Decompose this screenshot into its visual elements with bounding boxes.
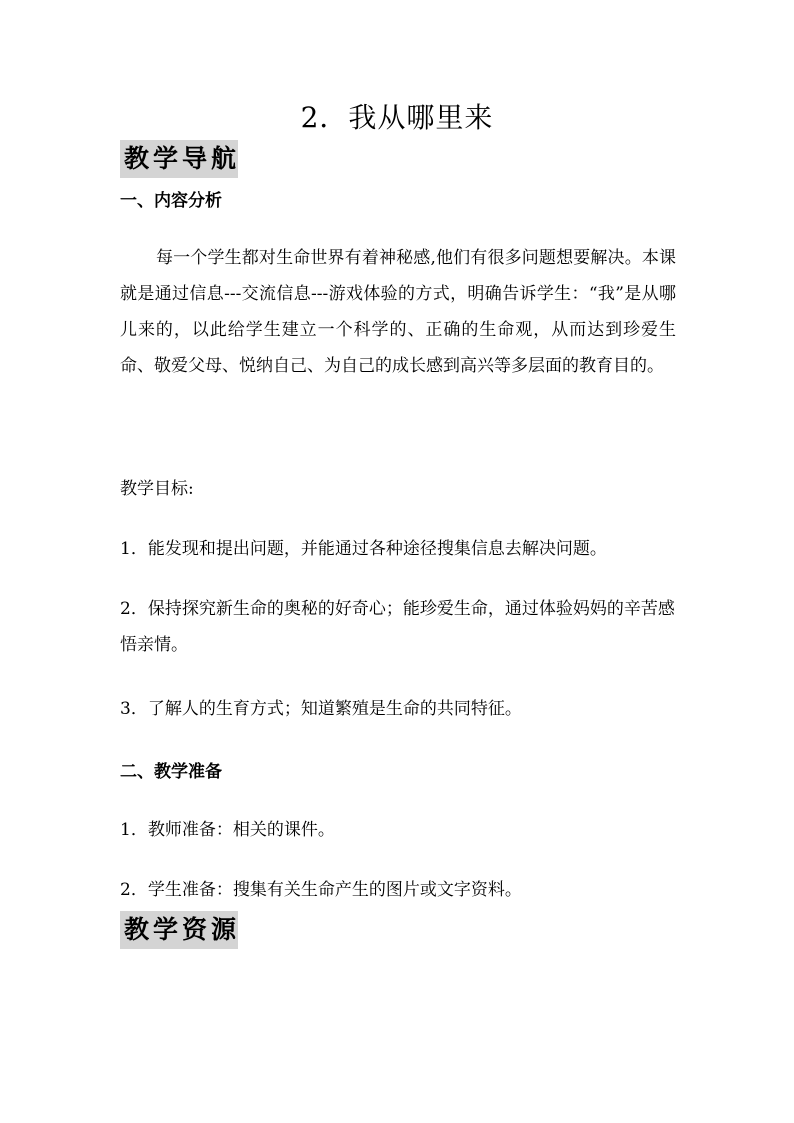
teaching-objectives-label: 教学目标: (120, 479, 194, 499)
teaching-guide-banner: 教学导航 (120, 140, 238, 178)
page-title: 2．我从哪里来 (300, 101, 494, 134)
objective-item-3: 3．了解人的生育方式；知道繁殖是生命的共同特征。 (120, 699, 522, 719)
content-analysis-heading: 一、内容分析 (120, 191, 222, 211)
content-analysis-paragraph: 每一个学生都对生命世界有着神秘感,他们有很多问题想要解决。本课就是通过信息---交流信息---游戏体验的方式，明确告诉学生：“我”是从哪儿来的，以此给学生建立一个科学的、正确的生命观，从而达到珍爱生命、敬爱父母、悦纳自己、为自己的成长感到高兴等多层面的教育目的。 (120, 248, 676, 376)
preparation-item-1: 1．教师准备：相关的课件。 (120, 820, 335, 840)
teaching-resources-banner: 教学资源 (120, 911, 238, 949)
objective-item-1: 1．能发现和提出问题，并能通过各种途径搜集信息去解决问题。 (120, 539, 607, 559)
objective-item-2: 2．保持探究新生命的奥秘的好奇心；能珍爱生命，通过体验妈妈的辛苦感悟亲情。 (120, 599, 675, 655)
preparation-item-2: 2．学生准备：搜集有关生命产生的图片或文字资料。 (120, 880, 522, 900)
teaching-preparation-heading: 二、教学准备 (120, 762, 222, 782)
